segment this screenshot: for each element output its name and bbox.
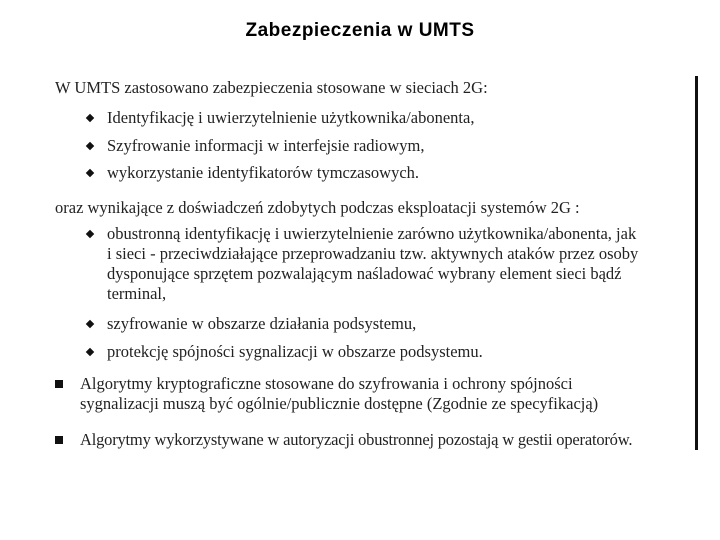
list-item-text: obustronną identyfikację i uwierzytelnienie zarówno użytkownika/abonenta, jak (107, 224, 637, 243)
list-item-text: wykorzystanie identyfikatorów tymczasowych. (107, 163, 420, 182)
diamond-bullet-icon (86, 142, 94, 150)
bullet-point-text: Algorytmy wykorzystywane w autoryzacji obustronnej pozostają w gestii operatorów. (80, 430, 633, 449)
square-bullet-icon (55, 380, 63, 388)
bullet-point-text: sygnalizacji muszą być ogólnie/publicznie dostępne (Zgodnie ze specyfikacją) (80, 394, 599, 413)
section1-intro: W UMTS zastosowano zabezpieczenia stosowane w sieciach 2G: (55, 78, 488, 97)
diamond-bullet-icon (86, 230, 94, 238)
list-item-text: protekcję spójności sygnalizacji w obszarze podsystemu. (107, 342, 483, 361)
list-item-text: terminal, (107, 284, 167, 303)
slide-title: Zabezpieczenia w UMTS (245, 20, 475, 41)
list-item-text: szyfrowanie w obszarze działania podsystemu, (107, 314, 417, 333)
diamond-bullet-icon (86, 169, 94, 177)
list-item-text: i sieci - przeciwdziałające przeprowadzaniu tzw. aktywnych ataków przez osoby (107, 244, 639, 263)
section2-intro: oraz wynikające z doświadczeń zdobytych podczas eksploatacji systemów 2G : (55, 198, 580, 217)
square-bullet-icon (55, 436, 63, 444)
list-item-text: Szyfrowanie informacji w interfejsie radiowym, (107, 136, 425, 155)
vertical-divider (695, 76, 698, 450)
list-item-text: Identyfikację i uwierzytelnienie użytkownika/abonenta, (107, 108, 475, 127)
diamond-bullet-icon (86, 320, 94, 328)
list-item-text: dysponujące sprzętem pozwalającym naśladować wybrany element sieci bądź (107, 264, 622, 283)
diamond-bullet-icon (86, 348, 94, 356)
diamond-bullet-icon (86, 114, 94, 122)
bullet-point-text: Algorytmy kryptograficzne stosowane do szyfrowania i ochrony spójności (80, 374, 573, 393)
